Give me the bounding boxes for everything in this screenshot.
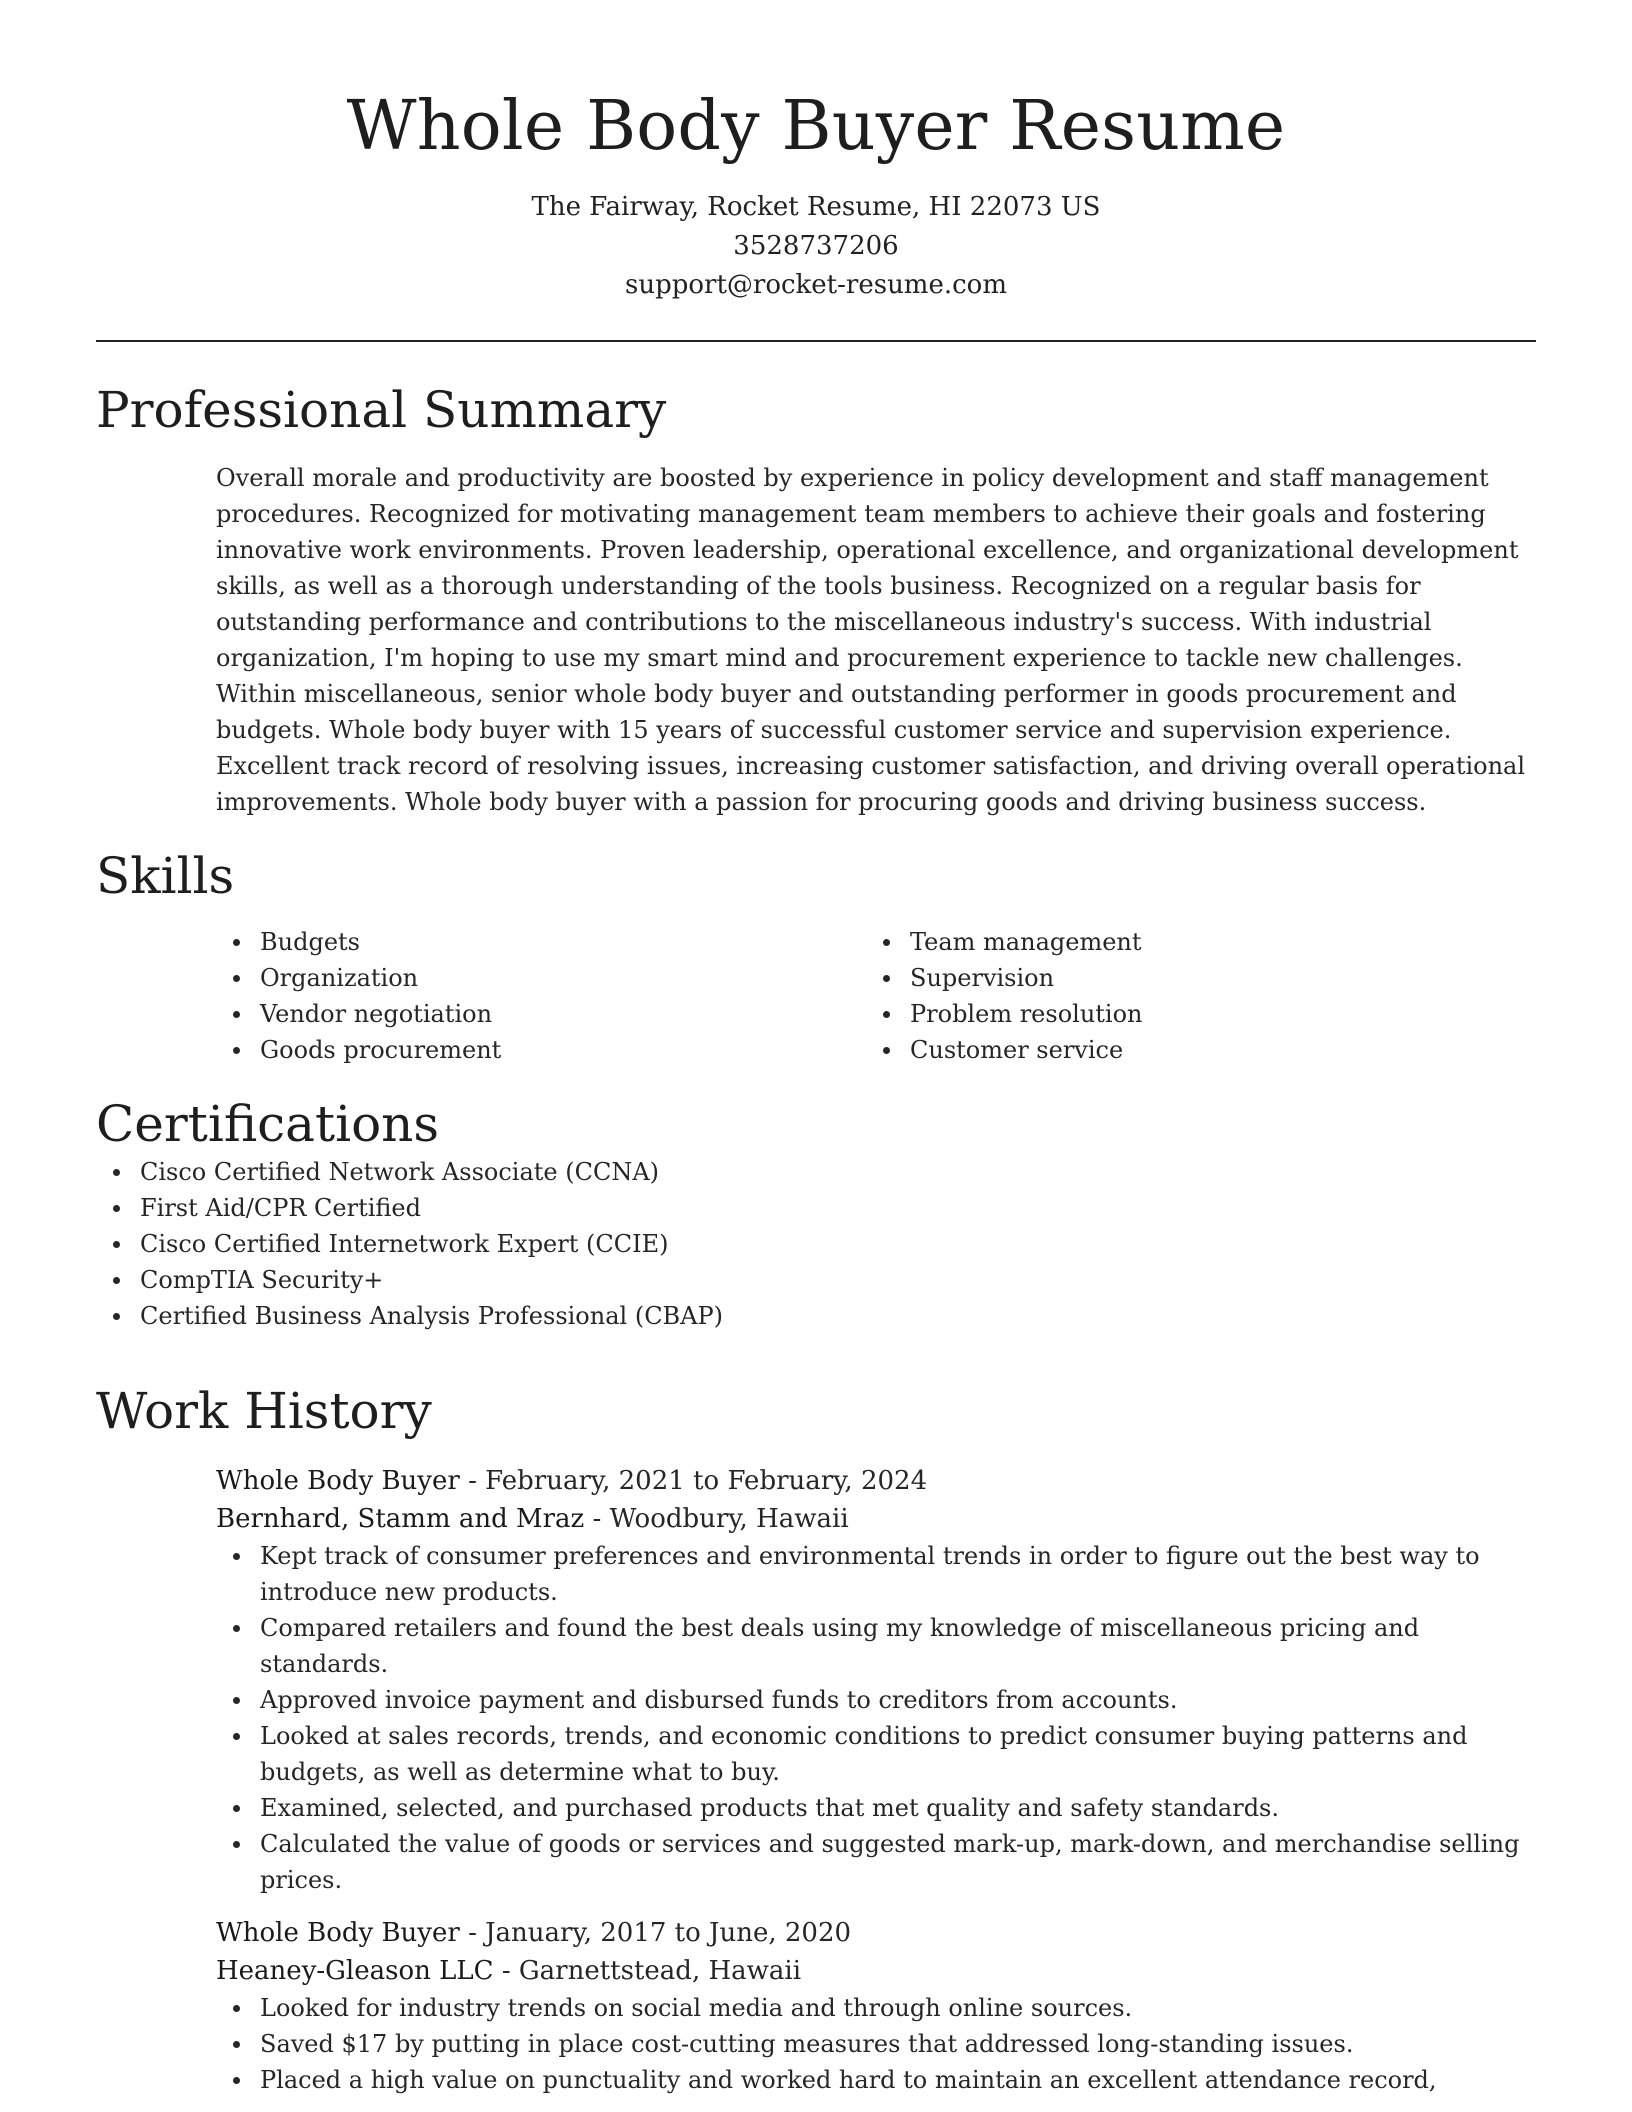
job-company: Bernhard, Stamm and Mraz (216, 1504, 585, 1534)
work-history-heading: Work History (96, 1382, 432, 1440)
resume-header (0, 0, 1632, 305)
skill-item: Team management (866, 924, 1516, 960)
job-2 (216, 1914, 1536, 2098)
skill-item: Vendor negotiation (216, 996, 866, 1032)
skill-item: Problem resolution (866, 996, 1516, 1032)
summary-text: Overall morale and productivity are boosted by experience in policy development and staff management procedures. Recognized for motivating management team members to achieve their goals and fostering innovative work environments. Proven leadership, operational excellence, and organizational development skills, as well as a thorough understanding of the tools business. Recognized on a regular basis for outstanding performance and contributions to the miscellaneous industry's success. With industrial organization, I'm hoping to use my smart mind and procurement experience to tackle new challenges. Within miscellaneous, senior whole body buyer and outstanding performer in goods procurement and budgets. Whole body buyer with 15 years of successful customer service and supervision experience. Excellent track record of resolving issues, increasing customer satisfaction, and driving overall operational improvements. Whole body buyer with a passion for procuring goods and driving business success. (216, 464, 1526, 816)
job-company-line (216, 1952, 1536, 1990)
responsibility-item: Compared retailers and found the best deals using my knowledge of miscellaneous pricing and standards. (216, 1610, 1536, 1682)
skill-item: Customer service (866, 1032, 1516, 1068)
responsibility-item: Placed a high value on punctuality and worked hard to maintain an excellent attendance record, (216, 2062, 1536, 2098)
certifications-heading: Certifications (96, 1095, 440, 1153)
job-company-line (216, 1500, 1536, 1538)
job-title-line (216, 1462, 1536, 1500)
summary-heading: Professional Summary (96, 381, 667, 439)
responsibility-item: Saved $17 by putting in place cost-cutting measures that addressed long-standing issues. (216, 2026, 1536, 2062)
job-entry (96, 1462, 1536, 1898)
certification-item: Cisco Certified Network Associate (CCNA) (96, 1154, 1536, 1190)
job-1 (216, 1462, 1536, 1898)
header-divider (96, 340, 1536, 342)
responsibility-item: Calculated the value of goods or services and suggested mark-up, mark-down, and merchandise selling prices. (216, 1826, 1536, 1898)
job-responsibilities (216, 1538, 1536, 1898)
contact-info (0, 188, 1632, 305)
job-dates: - January, 2017 to June, 2020 (468, 1918, 852, 1948)
summary-section (96, 380, 1536, 820)
responsibility-item: Looked for industry trends on social media and through online sources. (216, 1990, 1536, 2026)
email: support@rocket-resume.com (624, 270, 1007, 300)
skills-grid (216, 924, 1536, 1068)
job-company: Heaney-Gleason LLC (216, 1956, 494, 1986)
skill-item: Goods procurement (216, 1032, 866, 1068)
skills-column-left (216, 924, 866, 1068)
responsibility-item: Kept track of consumer preferences and environmental trends in order to figure out the best way to introduce new products. (216, 1538, 1536, 1610)
responsibility-item: Approved invoice payment and disbursed funds to creditors from accounts. (216, 1682, 1536, 1718)
job-location: - Woodbury, Hawaii (592, 1504, 849, 1534)
certifications-section (96, 1094, 1536, 1334)
phone: 3528737206 (733, 231, 899, 261)
job-title: Whole Body Buyer (216, 1918, 460, 1948)
work-history-section (96, 1381, 1536, 1441)
skills-section (96, 846, 1536, 1068)
job-entry (96, 1914, 1536, 2098)
certification-item: Certified Business Analysis Professional (CBAP) (96, 1298, 1536, 1334)
skill-item: Organization (216, 960, 866, 996)
certification-item: Cisco Certified Internetwork Expert (CCIE) (96, 1226, 1536, 1262)
resume-title: Whole Body Buyer Resume (346, 87, 1286, 166)
skill-item: Supervision (866, 960, 1516, 996)
job-location: - Garnettstead, Hawaii (501, 1956, 802, 1986)
job-dates: - February, 2021 to February, 2024 (468, 1466, 928, 1496)
responsibility-item: Examined, selected, and purchased products that met quality and safety standards. (216, 1790, 1536, 1826)
job-responsibilities (216, 1990, 1536, 2098)
responsibility-item: Looked at sales records, trends, and economic conditions to predict consumer buying patterns and budgets, as well as determine what to buy. (216, 1718, 1536, 1790)
skills-column-right (866, 924, 1516, 1068)
address: The Fairway, Rocket Resume, HI 22073 US (531, 192, 1101, 222)
certifications-list (96, 1154, 1536, 1334)
job-title-line (216, 1914, 1536, 1952)
skill-item: Budgets (216, 924, 866, 960)
job-title: Whole Body Buyer (216, 1466, 460, 1496)
skills-heading: Skills (96, 847, 235, 905)
certification-item: CompTIA Security+ (96, 1262, 1536, 1298)
certification-item: First Aid/CPR Certified (96, 1190, 1536, 1226)
